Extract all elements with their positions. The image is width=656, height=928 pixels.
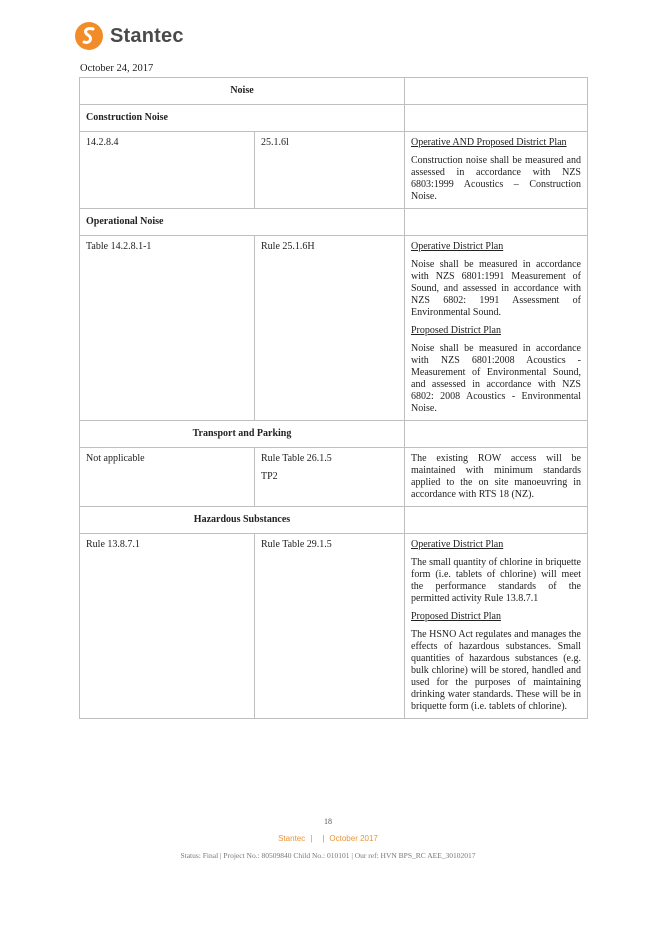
subheading: Operative AND Proposed District Plan (411, 137, 567, 148)
section-heading-construction-noise: Construction Noise (80, 105, 405, 132)
cell-assessment (405, 132, 588, 209)
table-row (80, 507, 588, 534)
empty-cell (405, 209, 588, 236)
footer-status-line: Status: Final | Project No.: 80509840 Child No.: 010101 | Our ref: HVN BPS_RC AEE_30102017 (180, 851, 476, 860)
assessment-text: The existing ROW access will be maintained with minimum standards applied to the on site manoeuvring in accordance with RTS 18 (NZ). (411, 453, 581, 500)
compliance-table (79, 77, 588, 719)
empty-cell (405, 507, 588, 534)
rule-line: TP2 (261, 471, 278, 482)
table-row (80, 209, 588, 236)
footer-separator: | (322, 834, 325, 843)
section-title-hazardous: Hazardous Substances (80, 507, 405, 534)
table-row (80, 236, 588, 421)
subheading: Proposed District Plan (411, 611, 501, 622)
section-heading-operational-noise: Operational Noise (80, 209, 405, 236)
empty-cell (405, 421, 588, 448)
cell-proposed-rule: Rule Table 29.1.5 (255, 534, 405, 719)
document-date: October 24, 2017 (80, 63, 154, 74)
subheading: Proposed District Plan (411, 325, 501, 336)
assessment-text: The HSNO Act regulates and manages the effects of hazardous substances. Small quantities of hazardous substances (e.g. bulk chlorine) will be stored, handled and used for the purposes of maintaining drinking water standards. These will be in briquette form (i.e. tablets of chlorine). (411, 629, 581, 712)
stantec-logo (74, 20, 184, 52)
table-row (80, 534, 588, 719)
cell-assessment (405, 448, 588, 507)
subheading: Operative District Plan (411, 539, 504, 550)
cell-proposed-rule: 25.1.6l (255, 132, 405, 209)
table-row (80, 132, 588, 209)
footer-separator: | (310, 834, 313, 843)
assessment-text: Noise shall be measured in accordance with NZS 6801:1991 Measurement of Sound, and assessed in accordance with NZS 6802: 1991 Assessment of Environmental Sound. (411, 259, 581, 318)
cell-proposed-rule: Rule 25.1.6H (255, 236, 405, 421)
footer-company: Stantec (278, 834, 306, 843)
assessment-text: The small quantity of chlorine in briquette form (i.e. tablets of chlorine) will meet the performance standards of the permitted activity Rule 13.8.7.1 (411, 557, 581, 604)
cell-operative-rule: Not applicable (80, 448, 255, 507)
cell-assessment (405, 534, 588, 719)
cell-proposed-rule (255, 448, 405, 507)
empty-cell (405, 78, 588, 105)
assessment-text: Noise shall be measured in accordance with NZS 6801:2008 Acoustics - Measurement of Environmental Sound, and assessed in accordance with NZS 6802: 2008 Acoustics - Environmental Noise. (411, 343, 581, 414)
section-title-noise: Noise (80, 78, 405, 105)
rule-line: Rule Table 26.1.5 (261, 453, 332, 464)
footer-date: October 2017 (329, 834, 378, 843)
stantec-logo-icon (74, 21, 104, 51)
section-title-transport: Transport and Parking (80, 421, 405, 448)
cell-operative-rule: Table 14.2.8.1-1 (80, 236, 255, 421)
footer-brand-line (0, 834, 656, 843)
table-row (80, 448, 588, 507)
table-row (80, 421, 588, 448)
subheading: Operative District Plan (411, 241, 504, 252)
page-number: 18 (324, 817, 332, 826)
cell-operative-rule: Rule 13.8.7.1 (80, 534, 255, 719)
cell-assessment (405, 236, 588, 421)
cell-operative-rule: 14.2.8.4 (80, 132, 255, 209)
logo-text: Stantec (110, 24, 184, 47)
assessment-text: Construction noise shall be measured and assessed in accordance with NZS 6803:1999 Acoustics – Construction Noise. (411, 155, 581, 202)
empty-cell (405, 105, 588, 132)
table-row (80, 78, 588, 105)
table-row (80, 105, 588, 132)
